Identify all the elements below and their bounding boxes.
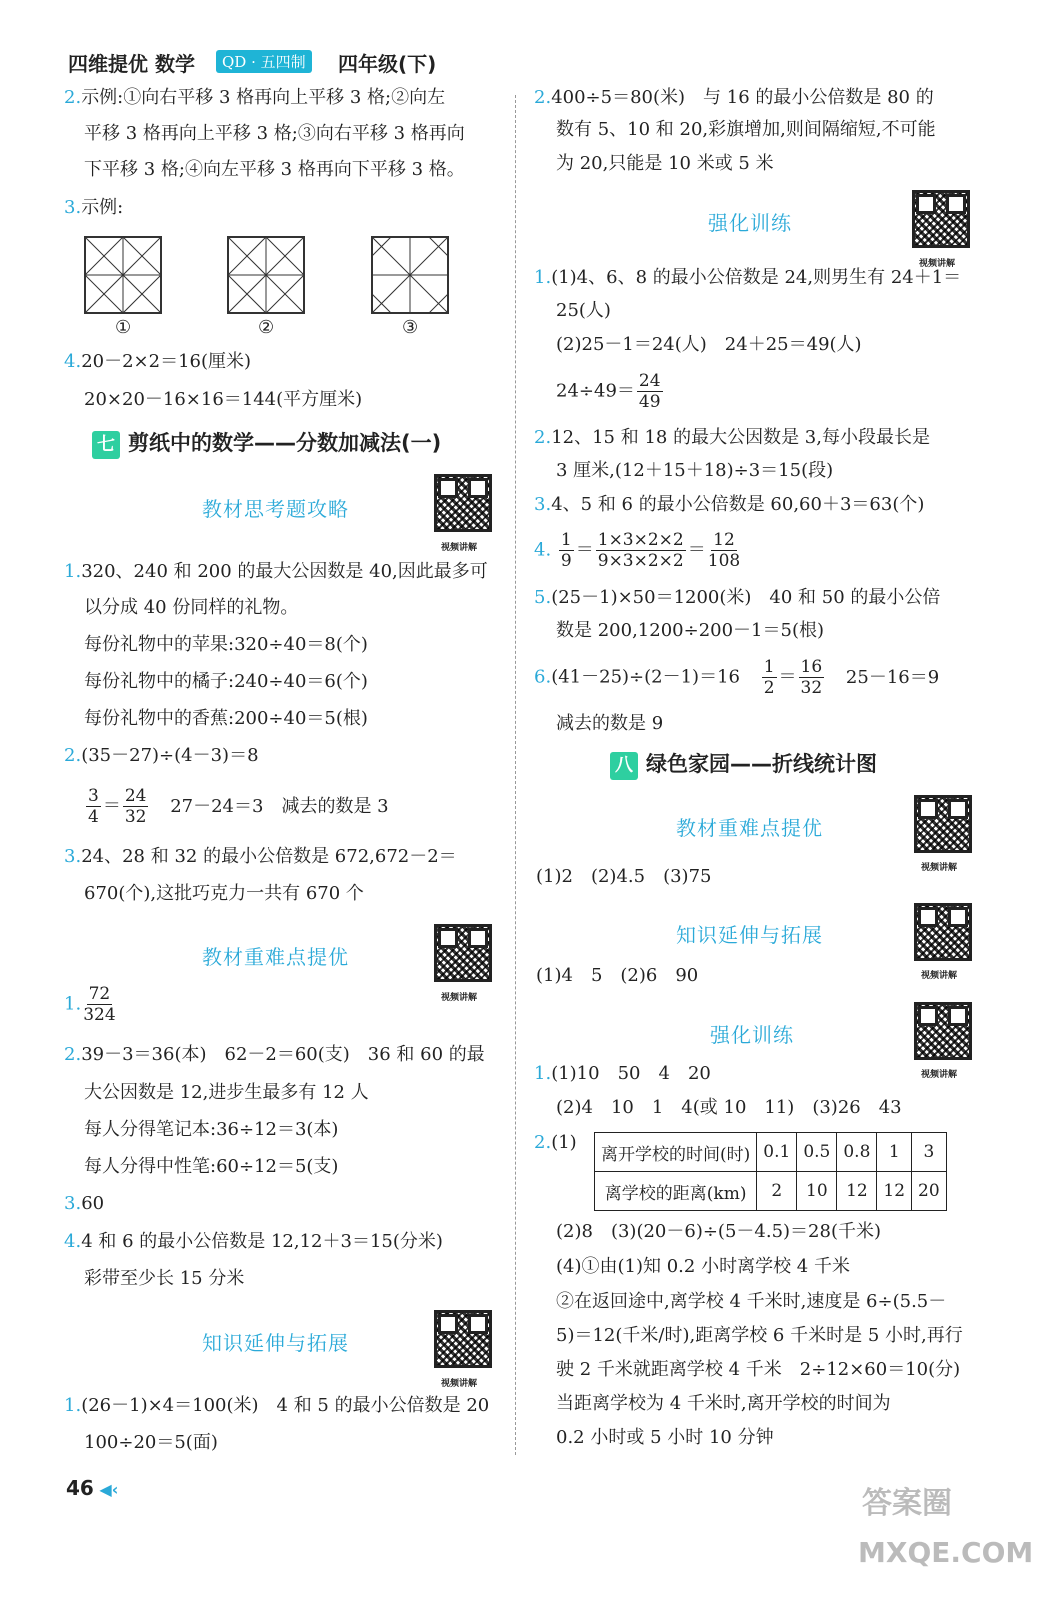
fraction: $\frac{1}{2}$ <box>763 657 775 698</box>
text-line: 670(个),这批巧克力一共有 670 个 <box>84 883 364 904</box>
question: 1.(1)4、6、8 的最小公倍数是 24,则男生有 24＋1＝ <box>534 267 962 288</box>
text-line: 为 20,只能是 10 米或 5 米 <box>556 153 774 174</box>
qr-label: 视频讲解 <box>919 259 956 269</box>
fraction: $\frac{1}{9}$ <box>560 530 572 571</box>
text-line: ②在返回途中,离学校 4 千米时,速度是 6÷(5.5－ <box>556 1291 947 1312</box>
qr-code[interactable] <box>912 190 970 248</box>
fraction-line: $\frac{3}{4}$ ＝ $\frac{24}{32}$ 27－24＝3 减去的数是 3 <box>88 786 389 827</box>
question: 3.4、5 和 6 的最小公倍数是 60,60＋3＝63(个) <box>534 494 925 515</box>
fraction: $\frac{24}{32}$ <box>124 786 147 827</box>
section-title: 知识延伸与拓展 <box>202 1331 349 1355</box>
text-line: 每人分得笔记本:36÷12＝3(本) <box>84 1119 339 1140</box>
qr-label: 视频讲解 <box>441 993 478 1003</box>
text-line: 平移 3 格再向上平移 3 格;③向右平移 3 格再向 <box>84 123 465 144</box>
text-line: 驶 2 千米就距离学校 4 千米 2÷12×60＝10(分) <box>556 1359 961 1380</box>
text-line: 每份礼物中的香蕉:200÷40＝5(根) <box>84 708 368 729</box>
text-line: 0.2 小时或 5 小时 10 分钟 <box>556 1427 774 1448</box>
text-line: 5)＝12(千米/时),距离学校 6 千米时是 5 小时,再行 <box>556 1325 963 1346</box>
section-title: 教材重难点提优 <box>202 945 349 969</box>
question: 1.(26－1)×4＝100(米) 4 和 5 的最小公倍数是 20 <box>64 1395 490 1416</box>
question: 4. $\frac{1}{9}$ ＝ $\frac{1\times 3\times 2\times 2}{9\times 3\times 2\times 2}$ ＝ $\frac{12}{108}$ <box>534 530 741 571</box>
question: 6.(41－25)÷(2－1)＝16 $\frac{1}{2}$ ＝ $\frac{16}{32}$ 25－16＝9 <box>534 657 940 698</box>
text-line: 数是 200,1200÷200－1＝5(根) <box>556 620 824 641</box>
text-line: 大公因数是 12,进步生最多有 12 人 <box>84 1082 369 1103</box>
question: 4.20－2×2＝16(厘米) <box>64 351 252 372</box>
section-title: 教材思考题攻略 <box>202 497 349 521</box>
table-cell: 10 <box>797 1172 837 1211</box>
edition-tag: QD · 五四制 <box>216 50 312 73</box>
watermark-url: MXQE.COM <box>858 1536 1034 1569</box>
table-cell: 2 <box>757 1172 797 1211</box>
question: 3.24、28 和 32 的最小公倍数是 672,672－2＝ <box>64 846 457 867</box>
column-divider <box>515 95 516 1455</box>
question: 1. $\frac{72}{324}$ <box>64 984 116 1025</box>
table-cell: 离学校的距离(km) <box>595 1172 757 1211</box>
diagram-3 <box>372 237 448 313</box>
fraction: $\frac{24}{49}$ <box>638 371 661 412</box>
text-line: 100÷20＝5(面) <box>84 1432 218 1453</box>
fraction-line: 24÷49＝ $\frac{24}{49}$ <box>556 371 661 412</box>
watermark-logo: 答案圈 <box>862 1486 952 1521</box>
chapter-title: 八 绿色家园——折线统计图 <box>610 748 877 780</box>
section-title: 强化训练 <box>708 211 792 235</box>
grade-label: 四年级(下) <box>338 52 437 76</box>
text-line: 彩带至少长 15 分米 <box>84 1268 245 1289</box>
section-title: 知识延伸与拓展 <box>676 923 823 947</box>
text-line: 数有 5、10 和 20,彩旗增加,则间隔缩短,不可能 <box>556 119 936 140</box>
section-title: 教材重难点提优 <box>676 816 823 840</box>
qr-label: 视频讲解 <box>441 1379 478 1389</box>
text-line: 当距离学校为 4 千米时,离开学校的时间为 <box>556 1393 891 1414</box>
fraction: $\frac{3}{4}$ <box>88 786 99 827</box>
text-line: 每份礼物中的橘子:240÷40＝6(个) <box>84 671 368 692</box>
question: 4.4 和 6 的最小公倍数是 12,12＋3＝15(分米) <box>64 1231 443 1252</box>
text-line: 每人分得中性笔:60÷12＝5(支) <box>84 1156 339 1177</box>
question: 2.(35－27)÷(4－3)＝8 <box>64 745 259 766</box>
text-line: 下平移 3 格;④向左平移 3 格再向下平移 3 格。 <box>84 159 465 180</box>
qr-label: 视频讲解 <box>921 971 958 981</box>
text-line: 25(人) <box>556 300 611 321</box>
table-cell: 20 <box>912 1172 947 1211</box>
question: 2.400÷5＝80(米) 与 16 的最小公倍数是 80 的 <box>534 87 934 108</box>
text-line: 20×20－16×16＝144(平方厘米) <box>84 389 363 410</box>
fraction: $\frac{1\times 3\times 2\times 2}{9\times 3\times 2\times 2}$ <box>597 530 684 571</box>
fraction: $\frac{16}{32}$ <box>800 657 823 698</box>
qr-label: 视频讲解 <box>921 1070 958 1080</box>
diagram-label: ① <box>115 317 132 338</box>
qr-code[interactable] <box>434 924 492 982</box>
text-line: (2)25－1＝24(人) 24＋25＝49(人) <box>556 334 862 355</box>
question: 3.示例: <box>64 197 124 218</box>
table-cell: 12 <box>877 1172 912 1211</box>
text-line: 3 厘米,(12＋15＋18)÷3＝15(段) <box>556 460 834 481</box>
table-cell: 3 <box>912 1133 947 1172</box>
diagram-label: ② <box>258 317 275 338</box>
question: 2.示例:①向右平移 3 格再向上平移 3 格;②向左 <box>64 87 446 108</box>
qr-code[interactable] <box>434 1310 492 1368</box>
question: 1.(1)10 50 4 20 <box>534 1063 711 1084</box>
chapter-title: 七 剪纸中的数学——分数加减法(一) <box>92 427 441 459</box>
diagram-label: ③ <box>402 317 419 338</box>
question: 2.39－3＝36(本) 62－2＝60(支) 36 和 60 的最 <box>64 1044 485 1065</box>
text-line: 减去的数是 9 <box>556 713 664 734</box>
diagram-1 <box>85 237 161 313</box>
qr-code[interactable] <box>434 474 492 532</box>
qr-label: 视频讲解 <box>921 863 958 873</box>
answer-line: (1)2 (2)4.5 (3)75 <box>536 866 712 887</box>
data-table <box>594 1132 947 1211</box>
answer-line: (1)4 5 (2)6 90 <box>536 965 699 986</box>
text-line: (2)4 10 1 4(或 10 11) (3)26 43 <box>556 1097 902 1118</box>
text-line: 以分成 40 份同样的礼物。 <box>84 597 299 618</box>
table-cell: 离开学校的时间(时) <box>595 1133 757 1172</box>
question: 2.(1) <box>534 1132 577 1153</box>
book-series: 四维提优 数学 <box>68 52 195 76</box>
qr-label: 视频讲解 <box>441 543 478 553</box>
table-row <box>595 1172 947 1211</box>
page-number: 46 ◀‹ <box>66 1476 119 1500</box>
text-line: (2)8 (3)(20－6)÷(5－4.5)＝28(千米) <box>556 1221 882 1242</box>
qr-code[interactable] <box>914 1002 972 1060</box>
fraction: $\frac{12}{108}$ <box>707 530 741 571</box>
table-cell: 12 <box>837 1172 877 1211</box>
diagram-2 <box>228 237 304 313</box>
question: 5.(25－1)×50＝1200(米) 40 和 50 的最小公倍 <box>534 587 941 608</box>
question: 3.60 <box>64 1193 105 1214</box>
table-cell: 1 <box>877 1133 912 1172</box>
section-title: 强化训练 <box>710 1023 794 1047</box>
fraction: $\frac{72}{324}$ <box>83 984 116 1025</box>
text-line: 每份礼物中的苹果:320÷40＝8(个) <box>84 634 368 655</box>
table-cell: 0.5 <box>797 1133 837 1172</box>
qr-code[interactable] <box>914 903 972 961</box>
table-row <box>595 1133 947 1172</box>
qr-code[interactable] <box>914 795 972 853</box>
question: 2.12、15 和 18 的最大公因数是 3,每小段最长是 <box>534 427 930 448</box>
text-line: (4)①由(1)知 0.2 小时离学校 4 千米 <box>556 1256 850 1277</box>
question: 1.320、240 和 200 的最大公因数是 40,因此最多可 <box>64 561 488 582</box>
table-cell: 0.1 <box>757 1133 797 1172</box>
table-cell: 0.8 <box>837 1133 877 1172</box>
